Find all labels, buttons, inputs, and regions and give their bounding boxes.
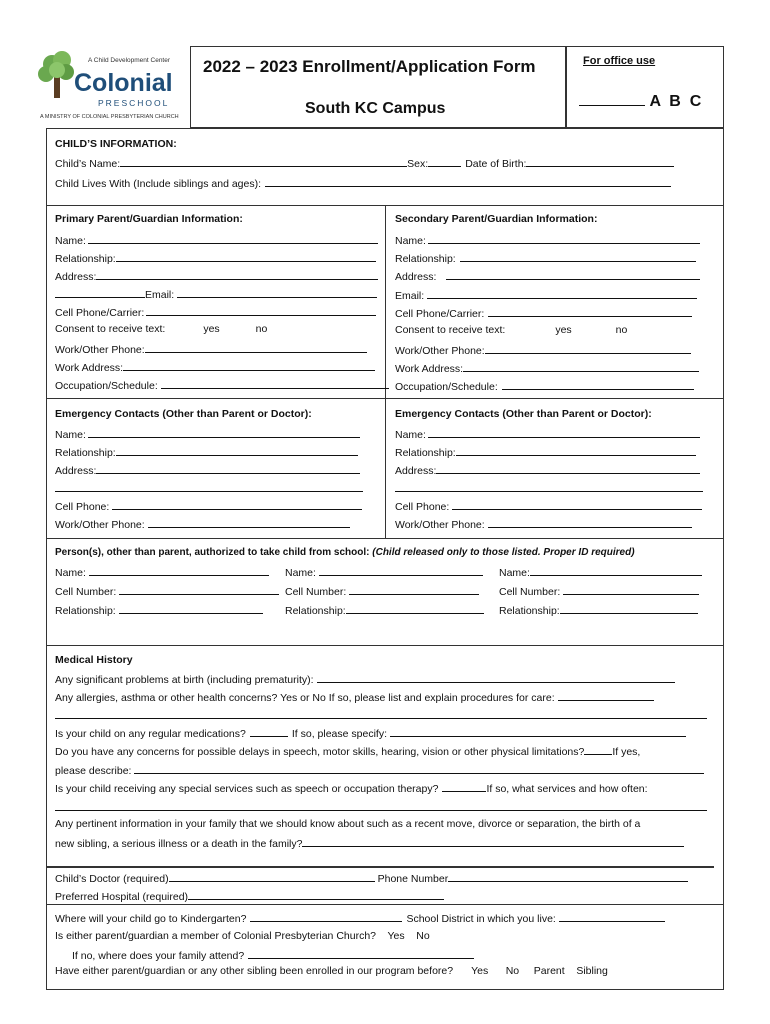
emergency2-name-label: Name: — [395, 429, 426, 441]
primary-address2-field[interactable] — [55, 287, 145, 298]
secondary-occupation-label: Occupation/Schedule: — [395, 381, 498, 393]
sex-label: Sex: — [407, 158, 429, 170]
delays-yn-field[interactable] — [584, 744, 612, 755]
primary-cell-field[interactable] — [146, 305, 376, 316]
secondary-consent-label: Consent to receive text: — [395, 324, 506, 336]
primary-relationship-label: Relationship: — [55, 253, 116, 265]
district-field[interactable] — [559, 911, 665, 922]
auth3-relationship-label: Relationship: — [499, 605, 560, 617]
enrolled-options[interactable]: Yes No Parent Sibling — [471, 965, 608, 977]
hospital-field[interactable] — [188, 889, 444, 900]
secondary-consent-yes[interactable]: yes — [555, 324, 572, 336]
emergency1-work-field[interactable] — [148, 517, 350, 528]
auth1-name-field[interactable] — [89, 565, 269, 576]
auth1-relationship-label: Relationship: — [55, 605, 116, 617]
emergency2-cell-label: Cell Phone: — [395, 501, 450, 513]
primary-address-label: Address: — [55, 271, 97, 283]
secondary-name-label: Name: — [395, 235, 426, 247]
secondary-relationship-field[interactable] — [460, 251, 696, 262]
secondary-cell-field[interactable] — [488, 306, 692, 317]
emergency2-cell-field[interactable] — [452, 499, 702, 510]
family-field[interactable] — [302, 836, 684, 847]
doctor-phone-field[interactable] — [448, 871, 688, 882]
emergency-heading-right: Emergency Contacts (Other than Parent or Doctor): — [395, 408, 652, 420]
secondary-work-phone-field[interactable] — [485, 343, 691, 354]
secondary-email-field[interactable] — [427, 288, 697, 299]
emergency1-name-field[interactable] — [88, 427, 360, 438]
emergency1-address-field[interactable] — [96, 463, 360, 474]
emergency1-name-label: Name: — [55, 429, 86, 441]
secondary-work-address-label: Work Address: — [395, 363, 464, 375]
meds-specify-field[interactable] — [390, 726, 686, 737]
primary-relationship-field[interactable] — [116, 251, 376, 262]
lives-with-field[interactable] — [265, 176, 671, 187]
auth1-cell-field[interactable] — [119, 584, 279, 595]
auth1-cell-label: Cell Number: — [55, 586, 117, 598]
emergency1-address-label: Address: — [55, 465, 97, 477]
emergency2-address2-field[interactable] — [395, 481, 703, 492]
primary-cell-label: Cell Phone/Carrier: — [55, 307, 145, 319]
delays-label: Do you have any concerns for possible delays in speech, motor skills, hearing, vision or other physical limitations? — [55, 746, 585, 758]
emergency2-relationship-label: Relationship: — [395, 447, 456, 459]
form-title: 2022 – 2023 Enrollment/Application Form — [203, 57, 536, 76]
auth3-name-label: Name: — [499, 567, 530, 579]
primary-name-field[interactable] — [88, 233, 378, 244]
allergies-label: Any allergies, asthma or other health concerns? Yes or No If so, please list and explain procedures for care: — [55, 692, 555, 704]
child-name-field[interactable] — [120, 156, 407, 167]
campus-title: South KC Campus — [305, 100, 446, 117]
primary-name-label: Name: — [55, 235, 86, 247]
birth-label: Any significant problems at birth (including prematurity): — [55, 674, 314, 686]
family-line-1: Any pertinent information in your family that we should know about such as a recent move, divorce or separation, the birth of a — [55, 818, 641, 830]
attend-label: If no, where does your family attend? — [72, 950, 245, 962]
services-label: Is your child receiving any special services such as speech or occupation therapy? — [55, 783, 439, 795]
primary-address-field[interactable] — [96, 269, 378, 280]
secondary-heading: Secondary Parent/Guardian Information: — [395, 213, 598, 225]
auth2-name-field[interactable] — [319, 565, 483, 576]
header-box — [190, 46, 566, 128]
meds-yn-field[interactable] — [250, 726, 288, 737]
primary-consent-yes[interactable]: yes — [203, 323, 220, 335]
auth2-cell-field[interactable] — [349, 584, 479, 595]
primary-work-address-field[interactable] — [123, 360, 375, 371]
secondary-address-label: Address: — [395, 271, 437, 283]
emergency2-relationship-field[interactable] — [456, 445, 696, 456]
emergency1-work-label: Work/Other Phone: — [55, 519, 145, 531]
auth3-cell-field[interactable] — [563, 584, 699, 595]
primary-email-label: Email: — [145, 289, 175, 301]
secondary-address-field[interactable] — [446, 269, 700, 280]
authorized-heading-row — [55, 546, 635, 559]
child-name-row — [55, 156, 674, 171]
lives-with-row — [55, 176, 671, 191]
describe-label: please describe: — [55, 765, 132, 777]
kinder-label: Where will your child go to Kindergarten? — [55, 913, 247, 925]
secondary-name-field[interactable] — [428, 233, 700, 244]
doctor-field[interactable] — [169, 871, 375, 882]
primary-heading: Primary Parent/Guardian Information: — [55, 213, 243, 225]
primary-consent-no[interactable]: no — [255, 323, 268, 335]
secondary-consent-no[interactable]: no — [615, 324, 628, 336]
emergency1-relationship-label: Relationship: — [55, 447, 116, 459]
delays-ifyes-label: If yes, — [612, 746, 641, 758]
primary-occupation-label: Occupation/Schedule: — [55, 380, 158, 392]
emergency2-address-field[interactable] — [436, 463, 700, 474]
services-how-label: If so, what services and how often: — [486, 783, 648, 795]
meds-label: Is your child on any regular medications? — [55, 728, 246, 740]
primary-occupation-field[interactable] — [161, 378, 389, 389]
secondary-cell-label: Cell Phone/Carrier: — [395, 308, 485, 320]
office-marks: A B C — [649, 93, 702, 110]
meds-specify-label: If so, please specify: — [291, 728, 387, 740]
emergency-heading-left: Emergency Contacts (Other than Parent or Doctor): — [55, 408, 312, 420]
family-line-2: new sibling, a serious illness or a death in the family? — [55, 838, 303, 850]
emergency2-work-label: Work/Other Phone: — [395, 519, 485, 531]
allergies-field[interactable] — [558, 690, 654, 701]
lives-with-label: Child Lives With (Include siblings and ages): — [55, 178, 262, 190]
sex-field[interactable] — [428, 156, 461, 167]
child-name-label: Child’s Name: — [55, 158, 121, 170]
auth1-name-label: Name: — [55, 567, 86, 579]
emergency2-address-label: Address: — [395, 465, 437, 477]
hospital-label: Preferred Hospital (required) — [55, 891, 189, 903]
services-field[interactable] — [55, 800, 707, 811]
emergency2-work-field[interactable] — [488, 517, 692, 528]
secondary-work-phone-label: Work/Other Phone: — [395, 345, 485, 357]
office-use-box — [566, 46, 724, 128]
auth3-name-field[interactable] — [530, 565, 702, 576]
auth2-relationship-field[interactable] — [346, 603, 484, 614]
office-use-field[interactable] — [579, 89, 701, 112]
primary-work-phone-field[interactable] — [145, 342, 367, 353]
logo-name: Colonial — [74, 69, 173, 97]
secondary-relationship-label: Relationship: — [395, 253, 456, 265]
primary-work-phone-label: Work/Other Phone: — [55, 344, 145, 356]
emergency1-relationship-field[interactable] — [116, 445, 358, 456]
office-use-label: For office use — [583, 55, 656, 67]
secondary-occupation-field[interactable] — [502, 379, 694, 390]
logo-ministry: A MINISTRY OF COLONIAL PRESBYTERIAN CHURCH — [40, 114, 179, 120]
enrolled-question: Have either parent/guardian or any other sibling been enrolled in our program before? — [55, 965, 454, 977]
logo-tagline: A Child Development Center — [88, 57, 171, 64]
district-label: School District in which you live: — [406, 913, 556, 925]
authorized-note: (Child released only to those listed. Proper ID required) — [372, 547, 635, 558]
primary-work-address-label: Work Address: — [55, 362, 124, 374]
auth3-relationship-field[interactable] — [560, 603, 698, 614]
auth3-cell-label: Cell Number: — [499, 586, 561, 598]
doctor-label: Child’s Doctor (required) — [55, 873, 169, 885]
emergency1-address2-field[interactable] — [55, 481, 363, 492]
logo-sub: PRESCHOOL — [98, 98, 170, 108]
medical-heading: Medical History — [55, 654, 133, 666]
attend-field[interactable] — [248, 948, 474, 959]
primary-email-field[interactable] — [177, 287, 377, 298]
dob-label: Date of Birth: — [465, 158, 527, 170]
auth1-relationship-field[interactable] — [119, 603, 263, 614]
auth2-name-label: Name: — [285, 567, 316, 579]
doctor-phone-label: Phone Number — [377, 873, 449, 885]
member-question: Is either parent/guardian a member of Colonial Presbyterian Church? Yes No — [55, 930, 430, 942]
dob-field[interactable] — [526, 156, 674, 167]
kinder-field[interactable] — [250, 911, 402, 922]
emergency1-cell-field[interactable] — [112, 499, 362, 510]
emergency2-name-field[interactable] — [428, 427, 700, 438]
child-heading: CHILD’S INFORMATION: — [55, 138, 177, 150]
secondary-email-label: Email: — [395, 290, 425, 302]
auth2-cell-label: Cell Number: — [285, 586, 347, 598]
birth-field[interactable] — [317, 672, 675, 683]
logo — [38, 50, 178, 122]
auth2-relationship-label: Relationship: — [285, 605, 346, 617]
emergency1-cell-label: Cell Phone: — [55, 501, 110, 513]
services-yn-field[interactable] — [442, 781, 486, 792]
describe-field[interactable] — [134, 763, 704, 774]
authorized-heading: Person(s), other than parent, authorized to take child from school: — [55, 547, 370, 558]
allergies-field-2[interactable] — [55, 708, 707, 719]
secondary-work-address-field[interactable] — [463, 361, 699, 372]
primary-consent-label: Consent to receive text: — [55, 323, 166, 335]
